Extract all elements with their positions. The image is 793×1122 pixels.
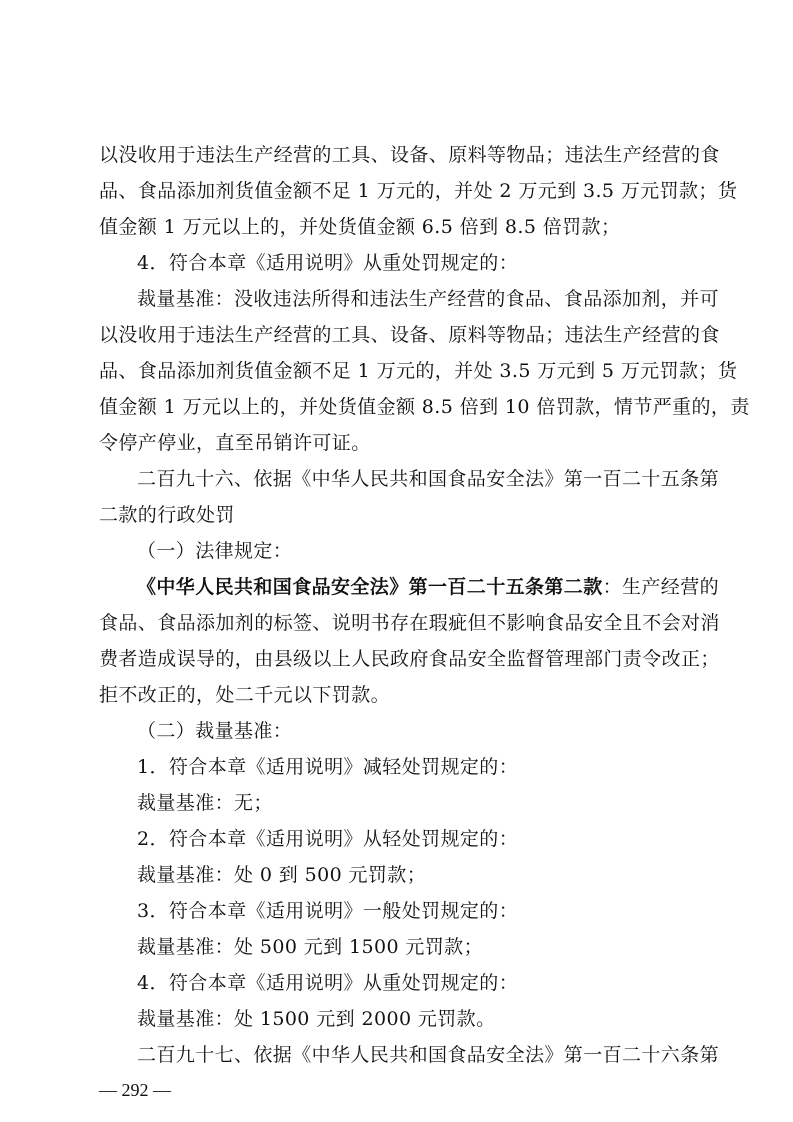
benchmark-standard: 裁量基准：处 1500 元到 2000 元罚款。 (137, 1008, 496, 1030)
law-text: ：生产经营的 (602, 576, 720, 598)
benchmark-rule: 3．符合本章《适用说明》一般处罚规定的： (137, 900, 519, 922)
subheading-benchmark: （二）裁量基准： (137, 720, 293, 742)
benchmark-rule: 1．符合本章《适用说明》减轻处罚规定的： (137, 756, 519, 778)
paragraph-line: 令停产停业，直至吊销许可证。 (99, 432, 371, 454)
paragraph-line: 以没收用于违法生产经营的工具、设备、原料等物品；违法生产经营的食 (99, 324, 720, 346)
paragraph-line: 值金额 1 万元以上的，并处货值金额 6.5 倍到 8.5 倍罚款； (99, 216, 621, 238)
paragraph-line: 费者造成误导的，由县级以上人民政府食品安全监督管理部门责令改正； (99, 648, 720, 670)
law-citation: 《中华人民共和国食品安全法》第一百二十五条第二款 (137, 576, 603, 598)
item-heading: 4．符合本章《适用说明》从重处罚规定的： (137, 252, 519, 274)
subheading-legal: （一）法律规定： (137, 540, 293, 562)
section-heading: 二百九十六、依据《中华人民共和国食品安全法》第一百二十五条第 (137, 468, 720, 490)
paragraph-line: 裁量基准：没收违法所得和违法生产经营的食品、食品添加剂，并可 (137, 288, 720, 310)
benchmark-rule: 4．符合本章《适用说明》从重处罚规定的： (137, 972, 519, 994)
paragraph-line: 品、食品添加剂货值金额不足 1 万元的，并处 2 万元到 3.5 万元罚款；货 (99, 180, 738, 202)
benchmark-rule: 2．符合本章《适用说明》从轻处罚规定的： (137, 828, 519, 850)
benchmark-standard: 裁量基准：无； (137, 792, 273, 814)
paragraph-line: 品、食品添加剂货值金额不足 1 万元的，并处 3.5 万元到 5 万元罚款；货 (99, 360, 738, 382)
section-heading: 二款的行政处罚 (99, 504, 235, 526)
benchmark-standard: 裁量基准：处 500 元到 1500 元罚款； (137, 936, 483, 958)
benchmark-standard: 裁量基准：处 0 到 500 元罚款； (137, 864, 427, 886)
legal-provision-line (137, 574, 720, 600)
paragraph-line: 食品、食品添加剂的标签、说明书存在瑕疵但不影响食品安全且不会对消 (99, 612, 720, 634)
paragraph-line: 拒不改正的，处二千元以下罚款。 (99, 684, 391, 706)
paragraph-line: 值金额 1 万元以上的，并处货值金额 8.5 倍到 10 倍罚款，情节严重的，责 (99, 396, 750, 418)
page-number: — 292 — (99, 1080, 171, 1100)
section-heading: 二百九十七、依据《中华人民共和国食品安全法》第一百二十六条第 (137, 1044, 720, 1066)
paragraph-line: 以没收用于违法生产经营的工具、设备、原料等物品；违法生产经营的食 (99, 144, 720, 166)
